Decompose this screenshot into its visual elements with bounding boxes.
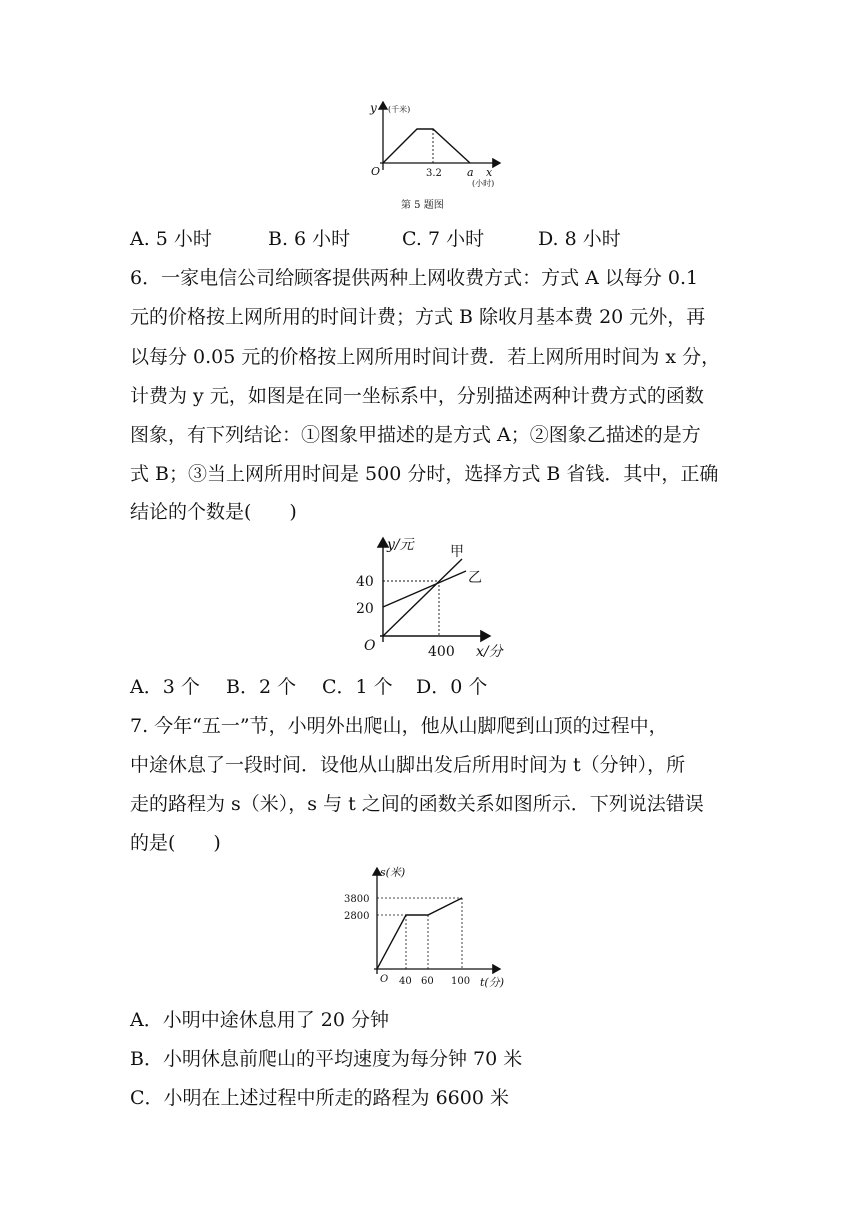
y-tick-2800: 2800 — [344, 911, 370, 922]
q6-line-4: 计费为 y 元，如图是在同一坐标系中，分别描述两种计费方式的函数 — [130, 385, 704, 407]
q7-option-b[interactable]: B．小明休息前爬山的平均速度为每分钟 70 米 — [130, 1048, 523, 1070]
x-tick-60: 60 — [421, 976, 434, 987]
figure-q7-graph — [330, 862, 530, 992]
distance-time-line — [377, 898, 462, 969]
q6-line-2: 元的价格按上网所用的时间计费；方式 B 除收月基本费 20 元外，再 — [130, 306, 706, 328]
graph-yi — [383, 571, 466, 607]
y-label: y — [370, 101, 377, 115]
graph-jia — [383, 559, 462, 636]
y-tick-3800: 3800 — [344, 894, 370, 905]
q7-line-1: 7. 今年“五一”节，小明外出爬山，他从山脚爬到山顶的过程中， — [130, 715, 668, 737]
q6-line-7: 结论的个数是( ) — [130, 501, 297, 523]
q6-option-c[interactable]: C．1 个 — [322, 676, 393, 698]
x-tick-400: 400 — [428, 644, 455, 660]
label-jia: 甲 — [450, 544, 464, 560]
q7-line-4: 的是( ) — [130, 832, 221, 854]
q6-line-6: 式 B；③当上网所用时间是 500 分时，选择方式 B 省钱．其中，正确 — [130, 463, 719, 485]
q6-line-5: 图象，有下列结论：①图象甲描述的是方式 A；②图象乙描述的是方 — [130, 424, 701, 446]
figure-q6-graph — [350, 532, 510, 662]
q7-option-a[interactable]: A．小明中途休息用了 20 分钟 — [130, 1009, 389, 1031]
q7-option-c[interactable]: C．小明在上述过程中所走的路程为 6600 米 — [130, 1087, 509, 1109]
y-tick-40: 40 — [356, 574, 374, 590]
x-unit: (小时) — [472, 179, 495, 188]
x-label: t(分) — [480, 976, 505, 989]
x-tick-100: 100 — [451, 976, 471, 987]
q5-option-c[interactable]: C. 7 小时 — [402, 228, 485, 250]
q6-option-d[interactable]: D．0 个 — [416, 676, 488, 698]
q5-option-a[interactable]: A. 5 小时 — [130, 228, 212, 250]
q7-line-2: 中途休息了一段时间．设他从山脚出发后所用时间为 t（分钟），所 — [130, 754, 686, 776]
y-label: y/元 — [387, 537, 414, 553]
q6-option-a[interactable]: A．3 个 — [130, 676, 200, 698]
q6-line-3: 以每分 0.05 元的价格按上网所用时间计费．若上网所用时间为 x 分， — [130, 346, 721, 368]
y-unit: (千米) — [388, 105, 411, 114]
y-label: s(米) — [380, 866, 406, 879]
label-yi: 乙 — [468, 570, 482, 586]
q7-line-3: 走的路程为 s（米），s 与 t 之间的函数关系如图所示．下列说法错误 — [130, 793, 704, 815]
origin-label: O — [380, 974, 389, 985]
x-label: x — [486, 166, 493, 179]
q5-option-d[interactable]: D. 8 小时 — [538, 228, 621, 250]
y-tick-20: 20 — [356, 601, 374, 617]
q5-option-b[interactable]: B. 6 小时 — [268, 228, 351, 250]
tick-3-2: 3.2 — [426, 168, 442, 179]
origin-label: O — [364, 638, 376, 654]
figure-caption: 第 5 题图 — [401, 200, 444, 211]
x-tick-40: 40 — [399, 976, 412, 987]
x-label: x/分 — [476, 644, 503, 660]
q6-line-1: 6．一家电信公司给顾客提供两种上网收费方式：方式 A 以每分 0.1 — [130, 267, 699, 289]
figure-q5-graph — [360, 98, 510, 218]
origin-label: O — [371, 165, 381, 178]
q6-option-b[interactable]: B．2 个 — [226, 676, 297, 698]
distance-time-line — [383, 129, 470, 163]
tick-a: a — [467, 166, 474, 179]
